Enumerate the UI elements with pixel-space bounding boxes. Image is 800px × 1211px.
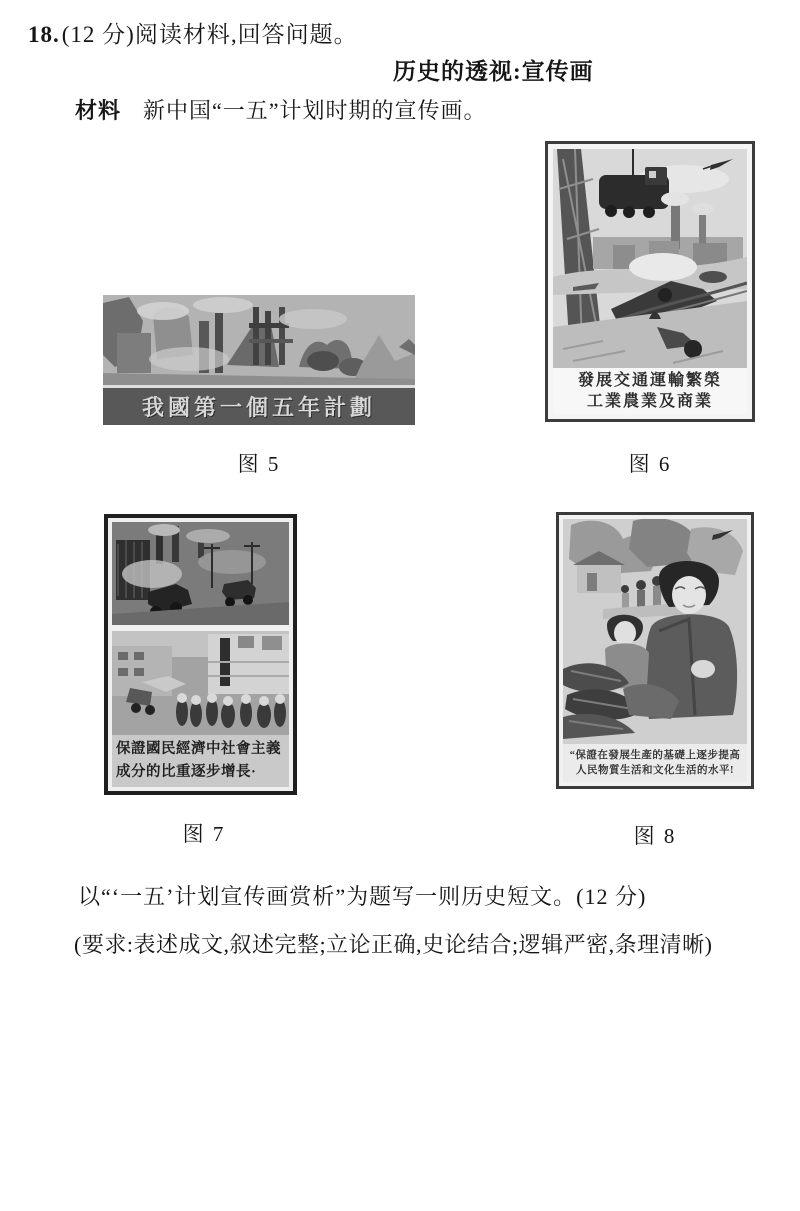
figure8-caption: 图 8 bbox=[633, 824, 677, 848]
question-number: 18. bbox=[28, 22, 60, 47]
poster-figure7 bbox=[104, 514, 297, 795]
poster-figure5 bbox=[103, 295, 415, 425]
poster-figure5-slogan: 我國第一個五年計劃 bbox=[141, 395, 376, 420]
figure7-caption: 图 7 bbox=[182, 822, 226, 846]
question-intro: (12 分)阅读材料,回答问题。 bbox=[61, 22, 358, 47]
material-text: 新中国“一五”计划时期的宣传画。 bbox=[143, 98, 487, 123]
poster-figure8-artwork bbox=[563, 519, 747, 744]
poster-figure5-slogan-band bbox=[103, 385, 415, 425]
page-title: 历史的透视:宣传画 bbox=[393, 59, 594, 84]
poster-figure8-slogan-band bbox=[563, 744, 747, 782]
material-label: 材料 bbox=[75, 98, 122, 123]
poster-figure7-artwork bbox=[112, 522, 289, 735]
material-line bbox=[75, 94, 487, 125]
task-line: 以“‘一五’计划宣传画赏析”为题写一则历史短文。(12 分) bbox=[78, 884, 647, 909]
poster-figure6-slogan-band bbox=[553, 368, 747, 414]
figure6-caption: 图 6 bbox=[628, 452, 672, 476]
poster-figure7-slogan-band bbox=[112, 735, 289, 787]
figure5-caption: 图 5 bbox=[237, 452, 281, 476]
poster-figure8-slogan-line1: “保證在發展生產的基礎上逐步提高 bbox=[569, 750, 741, 761]
question-line bbox=[28, 16, 358, 49]
requirements-line: (要求:表述成文,叙述完整;立论正确,史论结合;逻辑严密,条理清晰) bbox=[74, 932, 713, 957]
poster-figure7-slogan-line2: 成分的比重逐步增長· bbox=[116, 764, 257, 780]
poster-figure6-slogan-line2: 工業農業及商業 bbox=[586, 393, 713, 410]
photo-street-scene bbox=[112, 631, 289, 735]
poster-figure8-slogan-line2: 人民物質生活和文化生活的水平! bbox=[576, 765, 734, 776]
photo-industrial-scene bbox=[112, 522, 289, 625]
poster-figure8 bbox=[556, 512, 754, 789]
poster-figure6 bbox=[545, 141, 755, 422]
poster-figure6-artwork bbox=[553, 149, 747, 371]
poster-figure6-slogan-line1: 發展交通運輸繁榮 bbox=[577, 372, 722, 389]
poster-figure7-slogan-line1: 保證國民經濟中社會主義 bbox=[116, 741, 281, 757]
